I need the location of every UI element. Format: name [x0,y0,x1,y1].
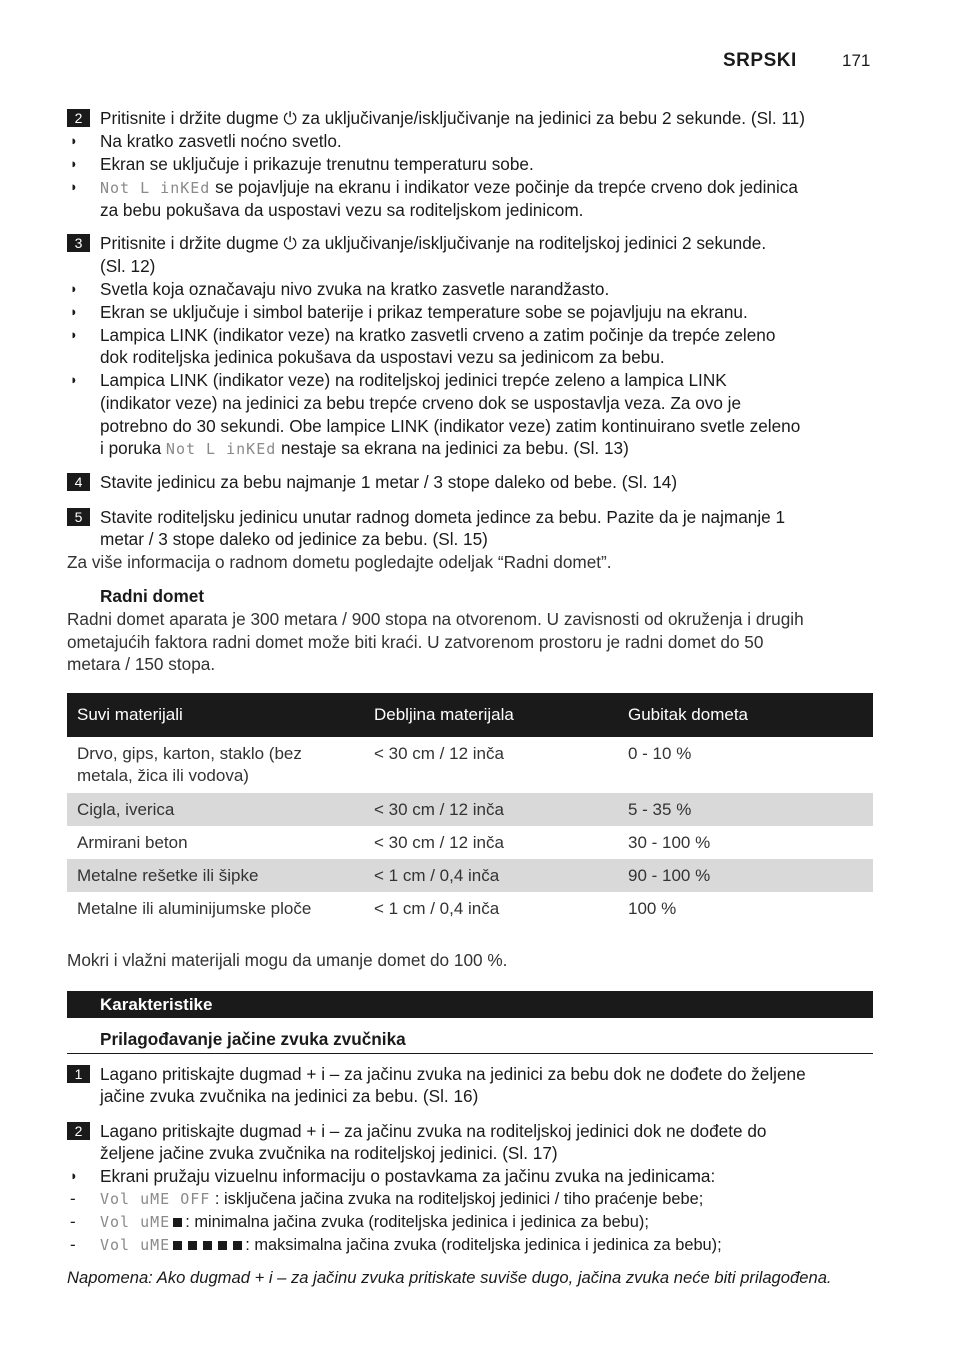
bullet-icon: ◗ [70,281,78,296]
lcd-volume-display: Vol uME [100,1236,171,1254]
bullet-text: za bebu pokušava da uspostavi vezu sa roditeljskom jedinicom. [100,200,584,220]
step-text: Stavite jedinicu za bebu najmanje 1 metar / 3 stope daleko od bebe. (Sl. 14) [100,472,678,492]
volume-item: Vol uME : maksimalna jačina zvuka (roditeljska jedinica i jedinica za bebu); [100,1236,722,1254]
step-text: željene jačine zvuka zvučnika na roditeljskoj jedinici. (Sl. 17) [100,1143,558,1163]
table-cell: 0 - 10 % [628,744,692,763]
table-cell: < 30 cm / 12 inča [374,744,504,763]
volume-level-square-icon [173,1241,182,1250]
volume-level-square-icon [233,1241,242,1250]
step-number-box: 5 [67,508,90,526]
table-row [67,737,873,793]
step-number-box: 3 [67,234,90,252]
table-cell: 100 % [628,899,677,918]
bullet-text: Lampica LINK (indikator veze) na roditeljskoj jedinici trepće zeleno a lampica LINK [100,370,727,390]
footnote: Napomena: Ako dugmad + i – za jačinu zvuka pritiskate suviše dugo, jačina zvuka neće biti prilagođena. [67,1268,832,1287]
step-text: Pritisnite i držite dugme ⏻ za uključivanje/isključivanje na jedinici za bebu 2 sekunde. (Sl. 11) [100,108,805,128]
bullet-icon: ◗ [70,304,78,319]
volume-level-square-icon [173,1218,182,1227]
table-cell: 90 - 100 % [618,859,873,892]
bullet-text: (indikator veze) na jedinici za bebu trepće crveno dok se uspostavlja veza. Za ovo je [100,393,742,413]
column-header: Suvi materijali [67,693,364,737]
table-row [67,826,873,859]
table-cell: Drvo, gips, karton, staklo (bez metala, žica ili vodova) [77,744,302,785]
step-number-box: 2 [67,1122,90,1140]
bullet-text: Ekran se uključuje i prikazuje trenutnu temperaturu sobe. [100,154,534,174]
section-title: Karakteristike [100,995,213,1014]
section-title-bar [67,991,873,1018]
dash-marker: - [70,1212,76,1231]
lcd-volume-off-display: Vol uME OFF [100,1190,211,1208]
power-icon: ⏻ [283,233,298,253]
table-header-row [67,693,873,737]
table-cell: < 30 cm / 12 inča [364,793,618,826]
bullet-icon: ◗ [70,156,78,171]
bullet-icon: ◗ [70,133,78,148]
step-number-box: 2 [67,109,90,127]
dash-marker: - [70,1235,76,1254]
step-text: Pritisnite i držite dugme ⏻ za uključivanje/isključivanje na roditeljskoj jedinici 2 sekunde. [100,233,767,253]
table-cell: 30 - 100 % [628,833,711,852]
bullet-text: dok roditeljska jedinica pokušava da uspostavi vezu sa jedinicom za bebu. [100,347,665,367]
bullet-text: Ekrani pružaju vizuelnu informaciju o postavkama za jačinu zvuka na jedinicama: [100,1166,716,1186]
table-cell: 5 - 35 % [618,793,873,826]
subheading: Prilagođavanje jačine zvuka zvučnika [100,1029,406,1049]
volume-level-square-icon [218,1241,227,1250]
bullet-text: Svetla koja označavaju nivo zvuka na kratko zasvetle narandžasto. [100,279,610,299]
table-cell: Metalne ili aluminijumske ploče [77,899,312,918]
volume-level-square-icon [188,1241,197,1250]
page-number: 171 [842,51,871,70]
bullet-text: i poruka Not L inKEd nestaje sa ekrana na jedinici za bebu. (Sl. 13) [100,438,629,458]
lcd-not-linked-display: Not L inKEd [165,440,277,458]
paragraph-line: Radni domet aparata je 300 metara / 900 stopa na otvorenom. U zavisnosti od okruženja i drugih [67,609,804,629]
column-header: Gubitak dometa [618,693,873,737]
bullet-text: Ekran se uključuje i simbol baterije i prikaz temperature sobe se pojavljuju na ekranu. [100,302,748,322]
step-number-box: 4 [67,473,90,491]
table-row [67,892,873,925]
step-text: jačine zvuka zvučnika na jedinici za bebu. (Sl. 16) [100,1086,479,1106]
materials-table [67,693,873,925]
table-cell: Armirani beton [77,833,188,852]
divider [67,1053,873,1054]
bullet-text: Na kratko zasvetli noćno svetlo. [100,131,342,151]
volume-item: Vol uME OFF : isključena jačina zvuka na roditeljskoj jedinici / tiho praćenje bebe; [100,1190,704,1208]
volume-level-square-icon [203,1241,212,1250]
paragraph-line: metara / 150 stopa. [67,654,216,674]
bullet-text: Not L inKEd se pojavljuje na ekranu i indikator veze počinje da trepće crveno dok jedinica [100,177,798,197]
table-cell: Metalne rešetke ili šipke [67,859,364,892]
table-row [67,793,873,826]
lcd-not-linked-display: Not L inKEd [100,179,211,197]
bullet-icon: ◗ [70,1168,78,1183]
step-number-box: 1 [67,1065,90,1083]
bullet-icon: ◗ [70,372,78,387]
step-text: Lagano pritiskajte dugmad + i – za jačinu zvuka na jedinici za bebu dok ne dođete do željene [100,1064,806,1084]
step-text: Lagano pritiskajte dugmad + i – za jačinu zvuka na roditeljskoj jedinici dok ne dođete do [100,1121,767,1141]
paragraph-line: ometajućih faktora radni domet može biti kraći. U zatvorenom prostoru je radni domet do 50 [67,632,764,652]
power-icon: ⏻ [283,108,298,128]
bullet-text: Lampica LINK (indikator veze) na kratko zasvetli crveno a zatim počinje da trepće zeleno [100,325,776,345]
wet-materials-note: Mokri i vlažni materijali mogu da umanje domet do 100 %. [67,950,508,970]
step-text: metar / 3 stope daleko od jedinice za bebu. (Sl. 15) [100,529,488,549]
table-cell: Cigla, iverica [67,793,364,826]
table-cell: < 1 cm / 0,4 inča [364,859,618,892]
page-language-label: SRPSKI [723,50,797,71]
column-header: Debljina materijala [364,693,618,737]
volume-item: Vol uME : minimalna jačina zvuka (roditeljska jedinica i jedinica za bebu); [100,1213,649,1231]
section-heading: Radni domet [100,586,205,606]
step-text: Stavite roditeljsku jedinicu unutar radnog dometa jedince za bebu. Pazite da je najmanje 1 [100,507,786,527]
step-text: (Sl. 12) [100,256,156,276]
lcd-volume-display: Vol uME [100,1213,171,1231]
bullet-text: potrebno do 30 sekundi. Obe lampice LINK (indikator veze) zatim kontinuirano svetle zeleno [100,416,801,436]
table-cell: < 30 cm / 12 inča [374,833,504,852]
bullet-icon: ◗ [70,327,78,342]
table-row [67,859,873,892]
more-info-text: Za više informacija o radnom dometu pogledajte odeljak “Radni domet”. [67,552,612,572]
dash-marker: - [70,1189,76,1208]
table-cell: < 1 cm / 0,4 inča [374,899,500,918]
bullet-icon: ◗ [70,179,78,194]
